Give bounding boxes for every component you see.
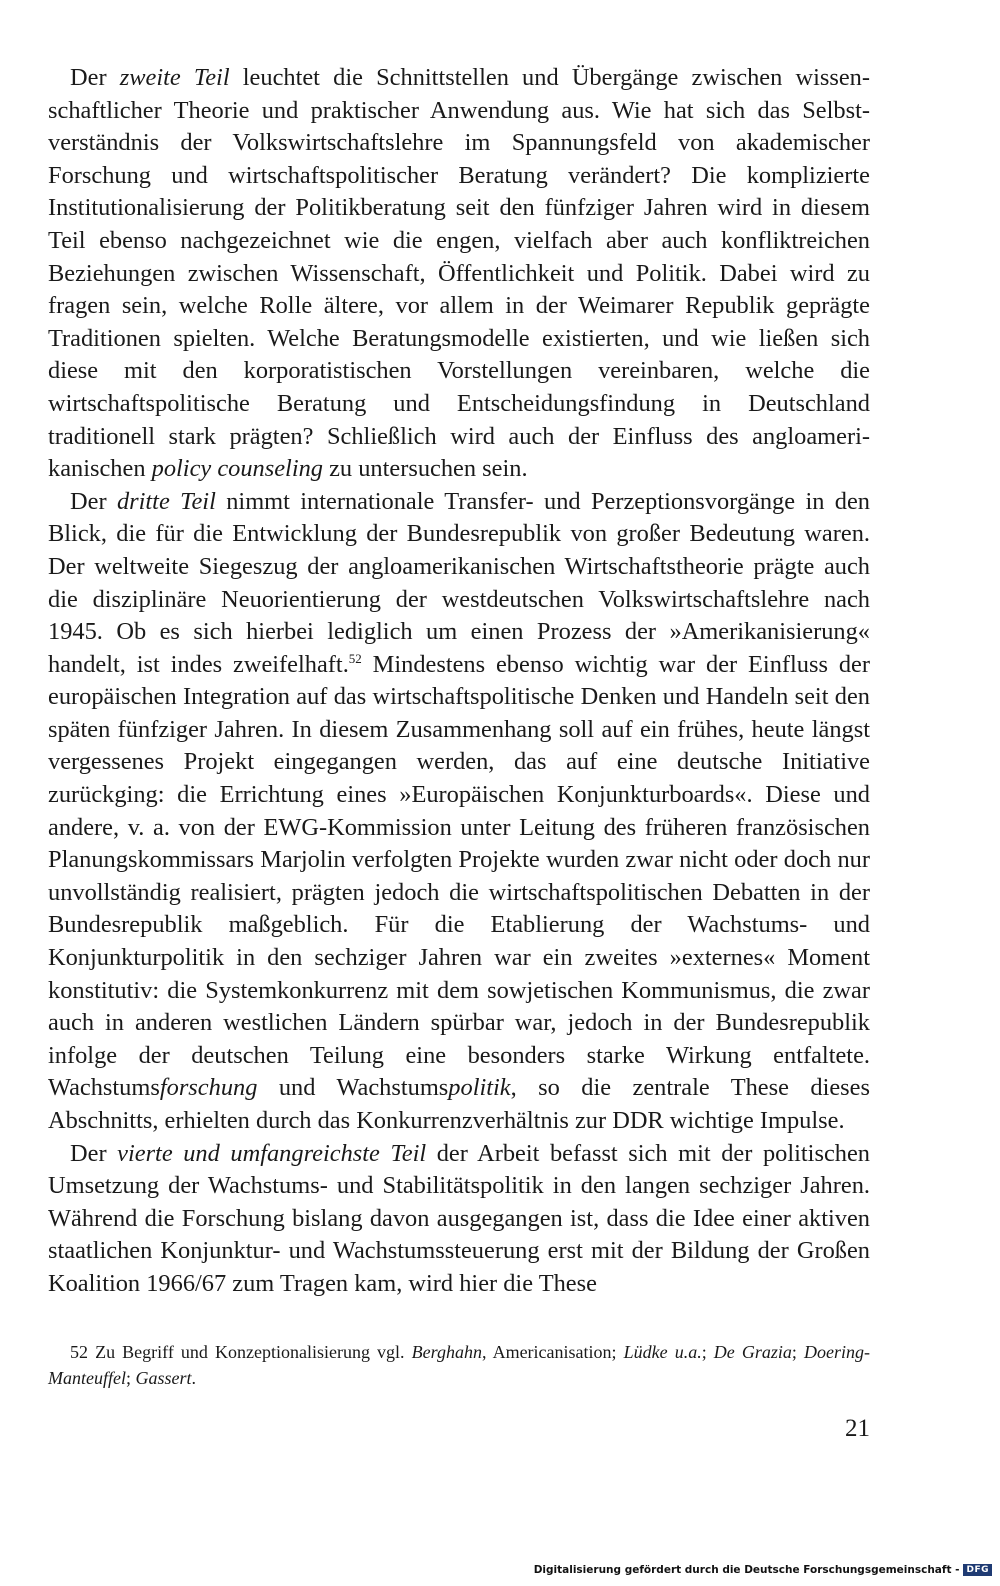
paragraph-body-end: zu untersuchen sein. bbox=[323, 455, 528, 483]
digitization-notice bbox=[534, 1564, 992, 1576]
paragraph-intro: Der bbox=[70, 1139, 118, 1167]
digitization-notice-text: Digitalisierung gefördert durch die Deutsche Forschungsgemeinschaft - bbox=[533, 1564, 960, 1576]
paragraph-body-connector: und Wachstums bbox=[257, 1074, 449, 1102]
paragraph-body: nimmt internationale Transfer- und Perzeptionsvorgänge in den Blick, die für die Entwicklung der Bundesrepublik von großer Bedeutung waren. Der weltweite Siegeszug der angloamerikanischen Wirtschaftstheorie prägte auch die disziplinäre Neuorientierung der westdeutschen Volkswirtschaftslehre nach 1945. Ob es sich hierbei lediglich um einen Prozess der »Amerikanisierung« handelt, ist indes zweifelhaft. bbox=[48, 487, 870, 678]
footnote-text: Zu Begriff und Konzeptionalisierung vgl. bbox=[88, 1342, 412, 1362]
footnote-author: Berghahn bbox=[411, 1342, 482, 1362]
main-text bbox=[48, 62, 870, 1301]
footnote-52 bbox=[48, 1339, 870, 1391]
emphasis-part-four: vierte und umfangreichste Teil bbox=[117, 1139, 427, 1167]
emphasis-part-three: dritte Teil bbox=[116, 487, 216, 515]
paragraph-body: leuchtet die Schnittstellen und Übergänge zwischen wissenschaftlicher Theorie und praktischer Anwendung aus. Wie hat sich das Selbstverständnis der Volkswirtschaftslehre im Spannungsfeld von akademischer Forschung und wirtschaftspolitischer Beratung verändert? Die komplizierte Institutionalisierung der Politikberatung seit den fünfziger Jahren wird in diesem Teil ebenso nachgezeichnet wie die engen, vielfach aber auch konfliktreichen Beziehungen zwischen Wissenschaft, Öffentlichkeit und Politik. Dabei wird zu fragen sein, welche Rolle ältere, vor allem in der Weimarer Republik geprägte Traditionen spielten. Welche Beratungsmodelle existierten, und wie ließen sich diese mit den korporatistischen Vorstellungen vereinbaren, welche die wirtschaftspolitische Beratung und Entscheidungsfindung in Deutschland traditionell stark prägten? Schließlich wird auch der Einfluss des angloamerikanischen bbox=[48, 64, 870, 483]
footnote-author: De Grazia bbox=[713, 1342, 792, 1362]
emphasis-policy-counseling: policy counseling bbox=[151, 455, 323, 483]
footnote-reference[interactable]: 52 bbox=[348, 650, 362, 666]
footnote-author: Lüdke u.a. bbox=[623, 1342, 702, 1362]
footnote-text: , Americanisation; bbox=[481, 1342, 624, 1362]
emphasis-forschung: forschung bbox=[159, 1074, 258, 1102]
footnote-author: Gassert bbox=[135, 1368, 192, 1388]
paragraph-body: der Arbeit befasst sich mit der politischen Umsetzung der Wachstums- und Stabilitätspolitik in den langen sechziger Jahren. Während die Forschung bislang davon ausgegangen ist, dass die Idee einer aktiven staatlichen Konjunktur- und Wachstumssteuerung erst mit der Bildung der Großen Koalition 1966/67 zum Tragen kam, wird hier die These bbox=[48, 1139, 870, 1297]
paragraph-intro: Der bbox=[70, 487, 117, 515]
paragraph-body-end: , so die zentrale These dieses Abschnitts, erhielten durch das Konkurrenzverhältnis zur DDR wichtige Impulse. bbox=[48, 1074, 870, 1134]
footnote-separator: ; bbox=[791, 1342, 804, 1362]
footnote-separator: ; bbox=[701, 1342, 714, 1362]
paragraph-part-two bbox=[48, 62, 870, 486]
paragraph-part-four bbox=[48, 1138, 870, 1301]
footnote-separator: ; bbox=[125, 1368, 136, 1388]
emphasis-politik: politik bbox=[448, 1074, 511, 1102]
footnote-end: . bbox=[191, 1368, 197, 1388]
page-number: 21 bbox=[845, 1415, 870, 1442]
paragraph-part-three bbox=[48, 486, 870, 1138]
footnote-author: Doering-Manteuffel bbox=[48, 1342, 870, 1388]
dfg-logo: DFG bbox=[963, 1564, 992, 1576]
footnote-number: 52 bbox=[70, 1342, 88, 1362]
emphasis-part-two: zweite Teil bbox=[119, 64, 230, 91]
paragraph-body-continued: Mindestens ebenso wichtig war der Einfluss der europäischen Integration auf das wirtschaftspolitische Denken und Handeln seit den späten fünfziger Jahren. In diesem Zusammenhang soll auf ein frühes, heute längst vergessenes Projekt eingegangen werden, das auf eine deutsche Initiative zurückging: die Errichtung eines »Europäischen Konjunkturboards«. Diese und andere, v. a. von der EWG-Kommission unter Leitung des früheren französischen Planungskommissars Marjolin verfolgten Projekte wurden zwar nicht oder doch nur unvollständig realisiert, prägten jedoch die wirtschaftspolitischen Debatten in der Bundesrepublik maßgeblich. Für die Etablierung der Wachstums- und Konjunkturpolitik in den sechziger Jahren war ein zweites »externes« Moment konstitutiv: die Systemkonkurrenz mit dem sowjetischen Kommunismus, die zwar auch in anderen westlichen Ländern spürbar war, jedoch in der Bundesrepublik infolge der deutschen Teilung eine besonders starke Wirkung entfaltete. Wachstums bbox=[48, 650, 870, 1102]
paragraph-intro: Der bbox=[70, 64, 120, 91]
